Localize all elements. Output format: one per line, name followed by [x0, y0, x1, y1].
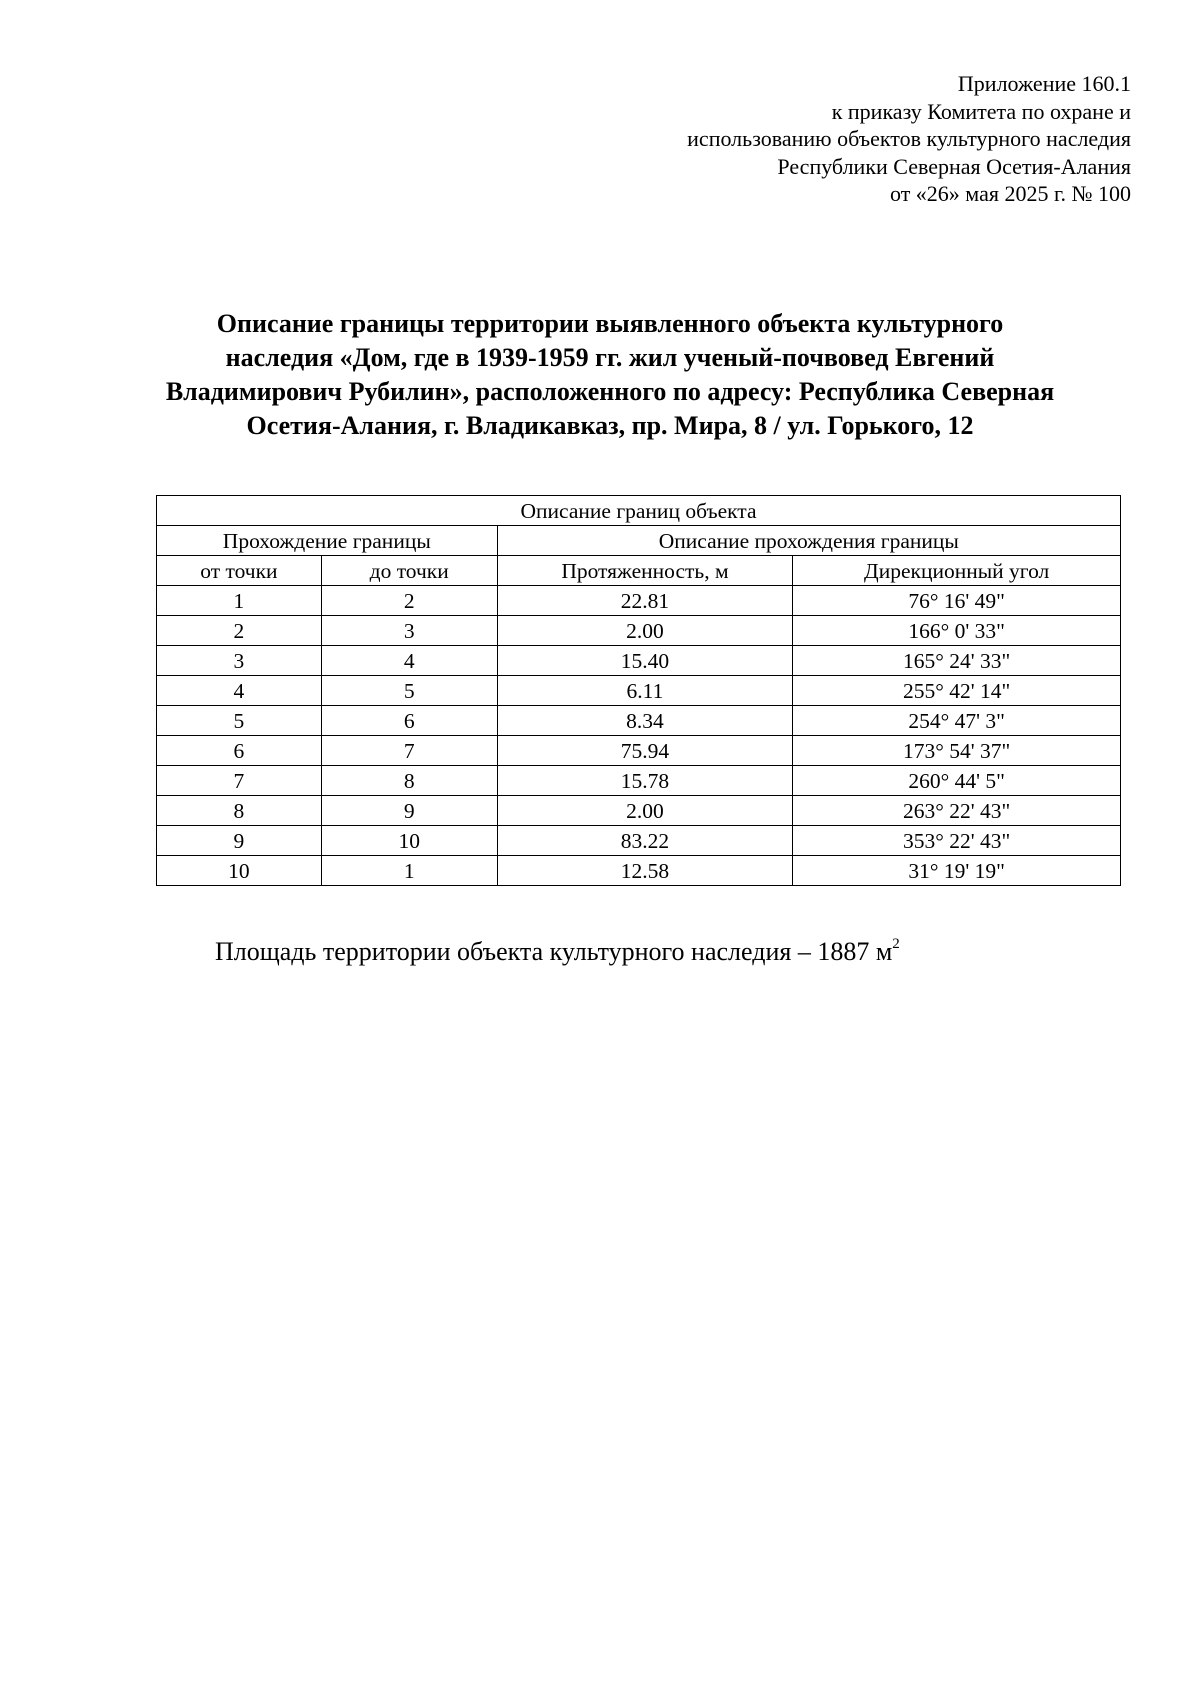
cell-from-point: 1 [157, 586, 322, 616]
cell-direction-angle: 165° 24' 33" [793, 646, 1121, 676]
cell-to-point: 4 [321, 646, 497, 676]
column-header-to-point: до точки [321, 556, 497, 586]
appendix-line: к приказу Комитета по охране и [831, 98, 1131, 124]
cell-from-point: 8 [157, 796, 322, 826]
cell-from-point: 10 [157, 856, 322, 886]
table-row [157, 676, 1121, 706]
column-header-direction-angle: Дирекционный угол [793, 556, 1121, 586]
cell-to-point: 10 [321, 826, 497, 856]
cell-length: 2.00 [497, 796, 793, 826]
table-row [157, 856, 1121, 886]
table-row [157, 616, 1121, 646]
cell-direction-angle: 255° 42' 14" [793, 676, 1121, 706]
cell-direction-angle: 260° 44' 5" [793, 766, 1121, 796]
group-header-description: Описание прохождения границы [497, 526, 1120, 556]
cell-direction-angle: 254° 47' 3" [793, 706, 1121, 736]
table-group-header-row [157, 526, 1121, 556]
cell-from-point: 3 [157, 646, 322, 676]
cell-from-point: 6 [157, 736, 322, 766]
table-row [157, 826, 1121, 856]
appendix-reference [687, 70, 1131, 208]
cell-length: 83.22 [497, 826, 793, 856]
cell-from-point: 9 [157, 826, 322, 856]
document-title [150, 307, 1070, 443]
title-line: наследия «Дом, где в 1939-1959 гг. жил ученый-почвовед Евгений [225, 343, 995, 372]
cell-direction-angle: 173° 54' 37" [793, 736, 1121, 766]
table-caption-row [157, 496, 1121, 526]
cell-to-point: 5 [321, 676, 497, 706]
cell-to-point: 6 [321, 706, 497, 736]
cell-direction-angle: 166° 0' 33" [793, 616, 1121, 646]
table-row [157, 586, 1121, 616]
appendix-line: Приложение 160.1 [957, 71, 1131, 96]
appendix-line: Республики Северная Осетия-Алания [777, 153, 1131, 179]
cell-from-point: 4 [157, 676, 322, 706]
cell-length: 15.40 [497, 646, 793, 676]
cell-length: 75.94 [497, 736, 793, 766]
cell-length: 2.00 [497, 616, 793, 646]
cell-direction-angle: 31° 19' 19" [793, 856, 1121, 886]
cell-from-point: 2 [157, 616, 322, 646]
cell-to-point: 3 [321, 616, 497, 646]
cell-length: 22.81 [497, 586, 793, 616]
table-row [157, 796, 1121, 826]
cell-direction-angle: 76° 16' 49" [793, 586, 1121, 616]
title-line: Осетия-Алания, г. Владикавказ, пр. Мира, 8 / ул. Горького, 12 [246, 411, 974, 440]
boundary-table [156, 495, 1121, 886]
appendix-line: использованию объектов культурного наследия [687, 126, 1131, 151]
cell-to-point: 7 [321, 736, 497, 766]
area-text: Площадь территории объекта культурного наследия – 1887 м [215, 937, 893, 966]
cell-to-point: 9 [321, 796, 497, 826]
area-unit-superscript: 2 [892, 936, 900, 952]
title-line: Описание границы территории выявленного объекта культурного [216, 309, 1004, 338]
cell-from-point: 5 [157, 706, 322, 736]
table-row [157, 706, 1121, 736]
cell-length: 8.34 [497, 706, 793, 736]
cell-to-point: 2 [321, 586, 497, 616]
title-line: Владимирович Рубилин», расположенного по адресу: Республика Северная [165, 377, 1055, 406]
cell-length: 15.78 [497, 766, 793, 796]
table-column-header-row [157, 556, 1121, 586]
cell-length: 12.58 [497, 856, 793, 886]
cell-direction-angle: 263° 22' 43" [793, 796, 1121, 826]
cell-length: 6.11 [497, 676, 793, 706]
table-row [157, 736, 1121, 766]
column-header-length: Протяженность, м [497, 556, 793, 586]
cell-to-point: 1 [321, 856, 497, 886]
table-caption: Описание границ объекта [157, 496, 1121, 526]
column-header-from-point: от точки [157, 556, 322, 586]
cell-to-point: 8 [321, 766, 497, 796]
area-statement [215, 937, 900, 967]
cell-direction-angle: 353° 22' 43" [793, 826, 1121, 856]
appendix-line: от «26» мая 2025 г. № 100 [889, 181, 1131, 206]
group-header-passage: Прохождение границы [157, 526, 498, 556]
table-row [157, 646, 1121, 676]
table-row [157, 766, 1121, 796]
cell-from-point: 7 [157, 766, 322, 796]
table-rows [157, 586, 1121, 886]
